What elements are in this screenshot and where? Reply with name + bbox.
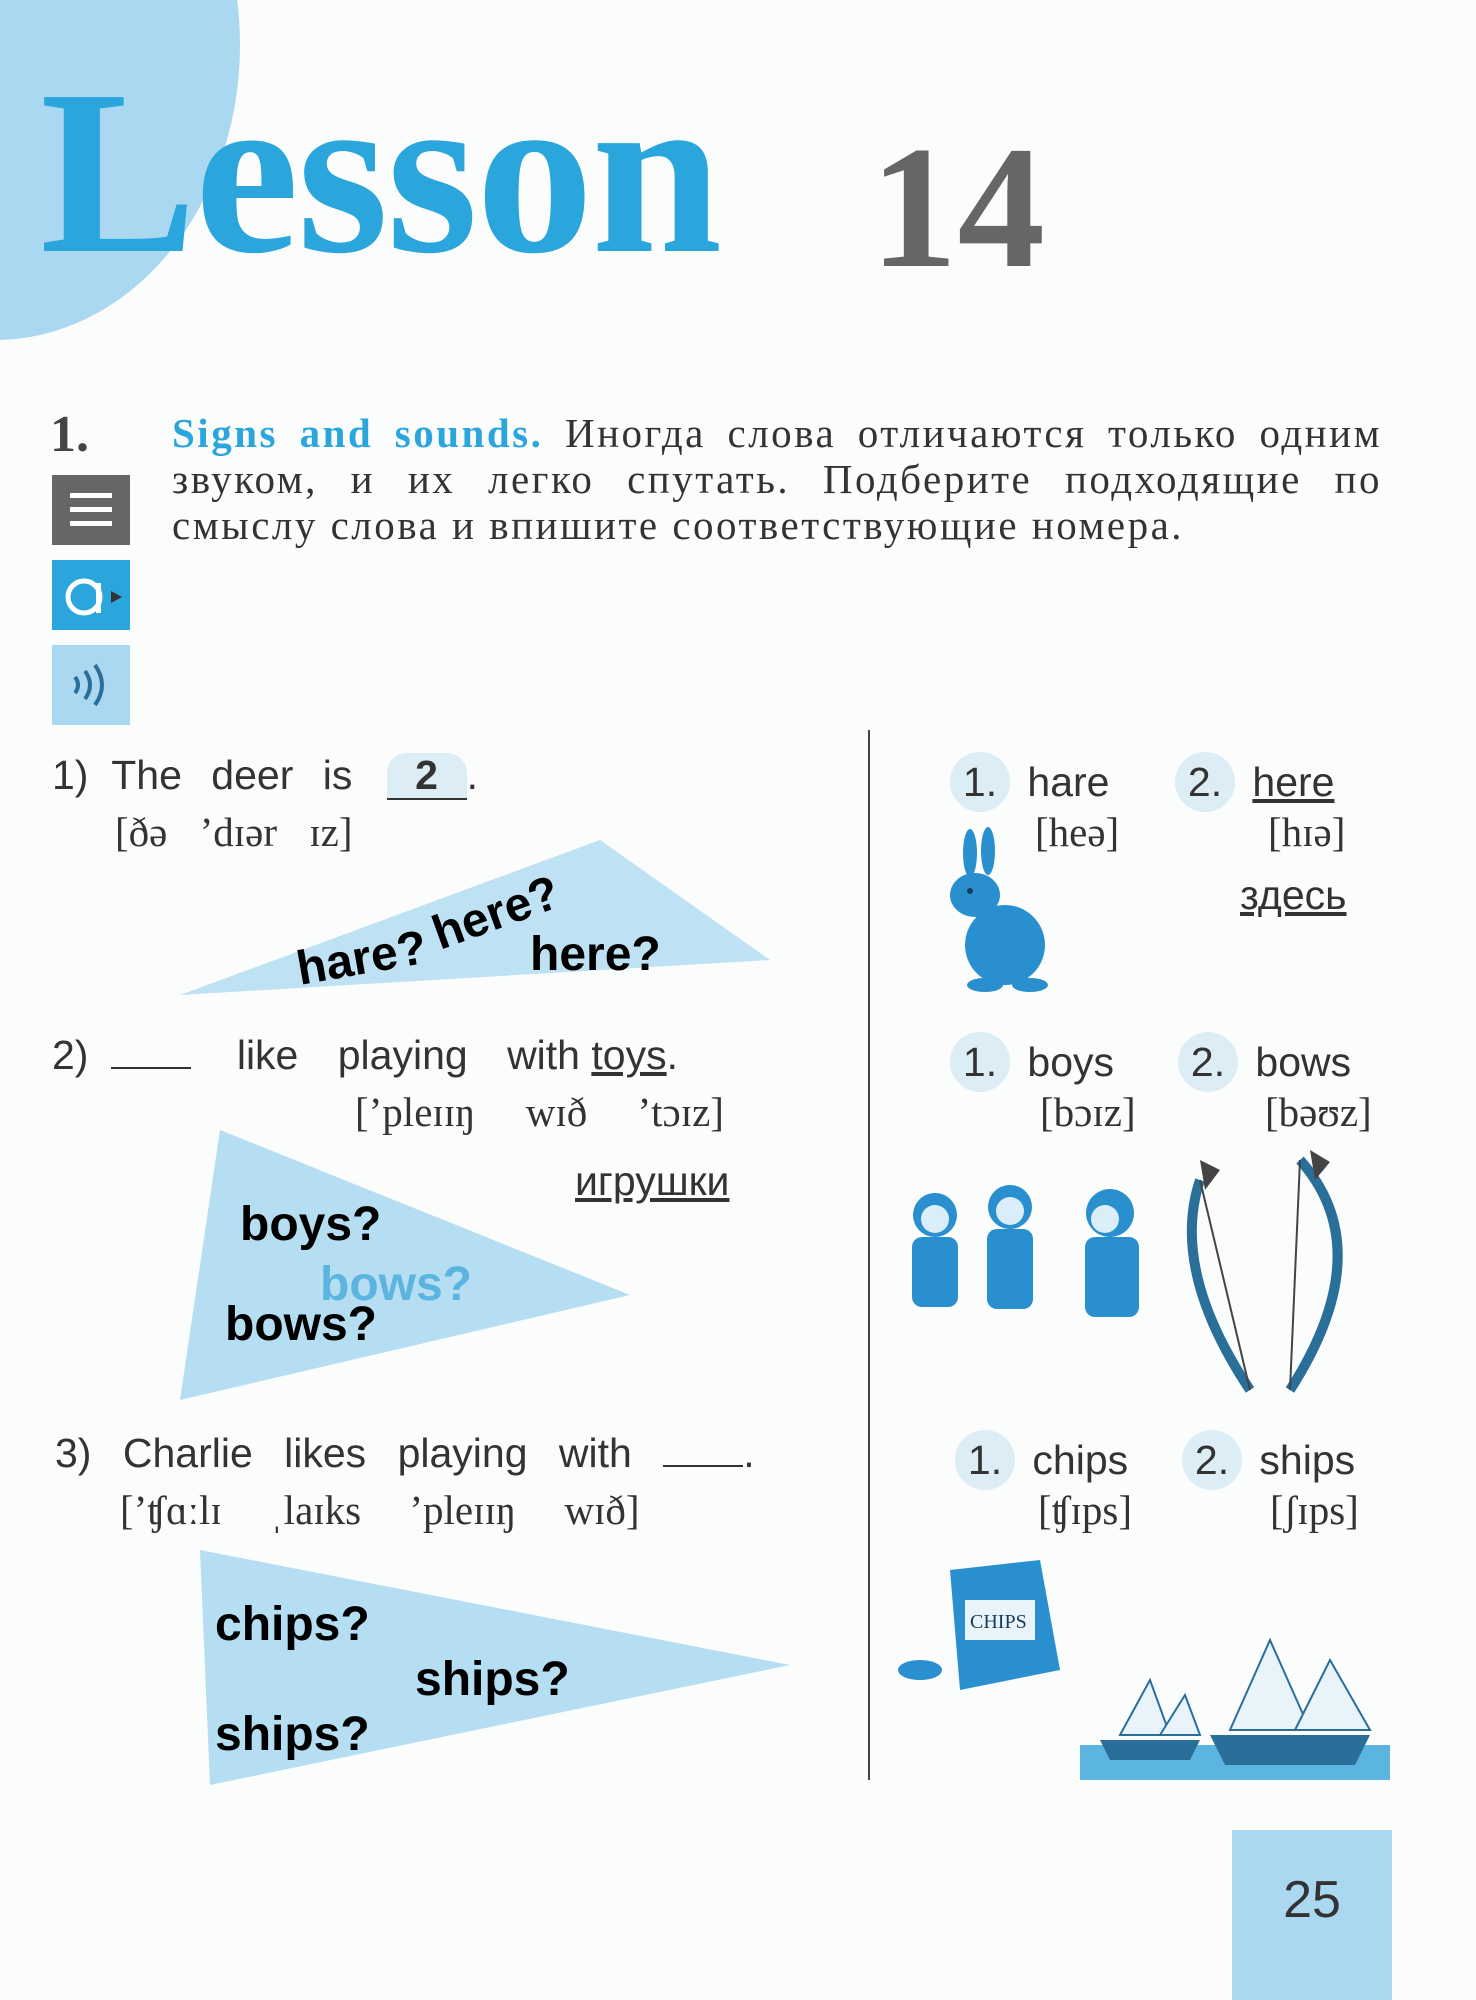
item-2-answer-blank[interactable]	[111, 1067, 191, 1069]
item-3-option-1: 1. chips	[955, 1430, 1128, 1490]
item-1-pennant	[180, 830, 780, 1000]
boys-illustration	[890, 1175, 1170, 1345]
pennant-word: chips?	[215, 1598, 370, 1651]
hare-illustration	[930, 825, 1070, 995]
item-1-answer-blank[interactable]: 2	[387, 753, 467, 800]
pennant-word: bows?	[320, 1258, 472, 1311]
column-divider	[868, 730, 870, 1780]
exercise-number: 1.	[50, 406, 89, 463]
pennant-word: hare?	[292, 920, 431, 996]
pennant-word: ships?	[415, 1653, 570, 1706]
item-2-option-2-trans: [bəʊz]	[1265, 1089, 1372, 1135]
item-2-gloss: игрушки	[575, 1158, 730, 1204]
audio-icon[interactable]	[52, 645, 130, 725]
list-icon	[52, 475, 130, 545]
chips-label: CHIPS	[970, 1611, 1027, 1633]
item-2-option-1: 1. boys	[950, 1032, 1114, 1092]
pennant-word: here?	[530, 928, 661, 981]
bows-illustration	[1180, 1150, 1370, 1400]
item-1-option-2-trans: [hɪə]	[1268, 809, 1346, 855]
lesson-number: 14	[870, 110, 1045, 304]
ships-illustration	[1080, 1600, 1390, 1780]
item-3-option-2: 2. ships	[1182, 1430, 1355, 1490]
item-1-option-2: 2. here	[1175, 752, 1334, 812]
item-3-option-2-trans: [ʃɪps]	[1270, 1487, 1359, 1533]
pennant-word: bows?	[225, 1298, 377, 1351]
item-2-option-1-trans: [bɔɪz]	[1040, 1089, 1136, 1135]
item-3-option-1-trans: [ʧɪps]	[1038, 1487, 1133, 1533]
item-3-sentence: 3) Charlie likes playing with .	[55, 1430, 755, 1476]
instructions-text: Иногда слова отличаются только одним звуком, и их легко спутать. Подберите подходящие по смыслу слова и впишите соответствующие номера.	[172, 410, 1383, 548]
exercise-title: Signs and sounds.	[172, 410, 544, 456]
item-1-option-1-trans: [heə]	[1035, 809, 1120, 855]
pennant-word: here?	[425, 865, 567, 961]
exercise-instructions	[172, 410, 1382, 548]
item-1-gloss: здесь	[1240, 872, 1347, 918]
item-1-transcription: [ðə ʼdɪər ɪz]	[115, 809, 353, 855]
item-2-sentence: 2) like playing with toys.	[52, 1032, 678, 1078]
item-3-answer-blank[interactable]	[663, 1465, 743, 1467]
item-2-transcription: [ʼpleɪɪŋ wɪð ʼtɔɪz]	[355, 1089, 724, 1135]
lesson-title: Lesson	[40, 42, 721, 302]
pennant-word: boys?	[240, 1198, 382, 1251]
pennant-word: ships?	[215, 1708, 370, 1761]
page-number: 25	[1283, 1871, 1341, 1929]
item-2-option-2: 2. bows	[1178, 1032, 1351, 1092]
item-3-pennant	[200, 1550, 800, 1790]
item-1-option-1: 1. hare	[950, 752, 1109, 812]
item-2-pennant	[180, 1130, 640, 1400]
chips-illustration	[890, 1560, 1070, 1700]
write-icon	[52, 560, 130, 630]
item-3-transcription: [ʼʧɑːlɪ ˌlaɪks ʼpleɪɪŋ wɪð]	[120, 1487, 640, 1533]
item-1-sentence: 1) The deer is 2 .	[52, 752, 478, 800]
